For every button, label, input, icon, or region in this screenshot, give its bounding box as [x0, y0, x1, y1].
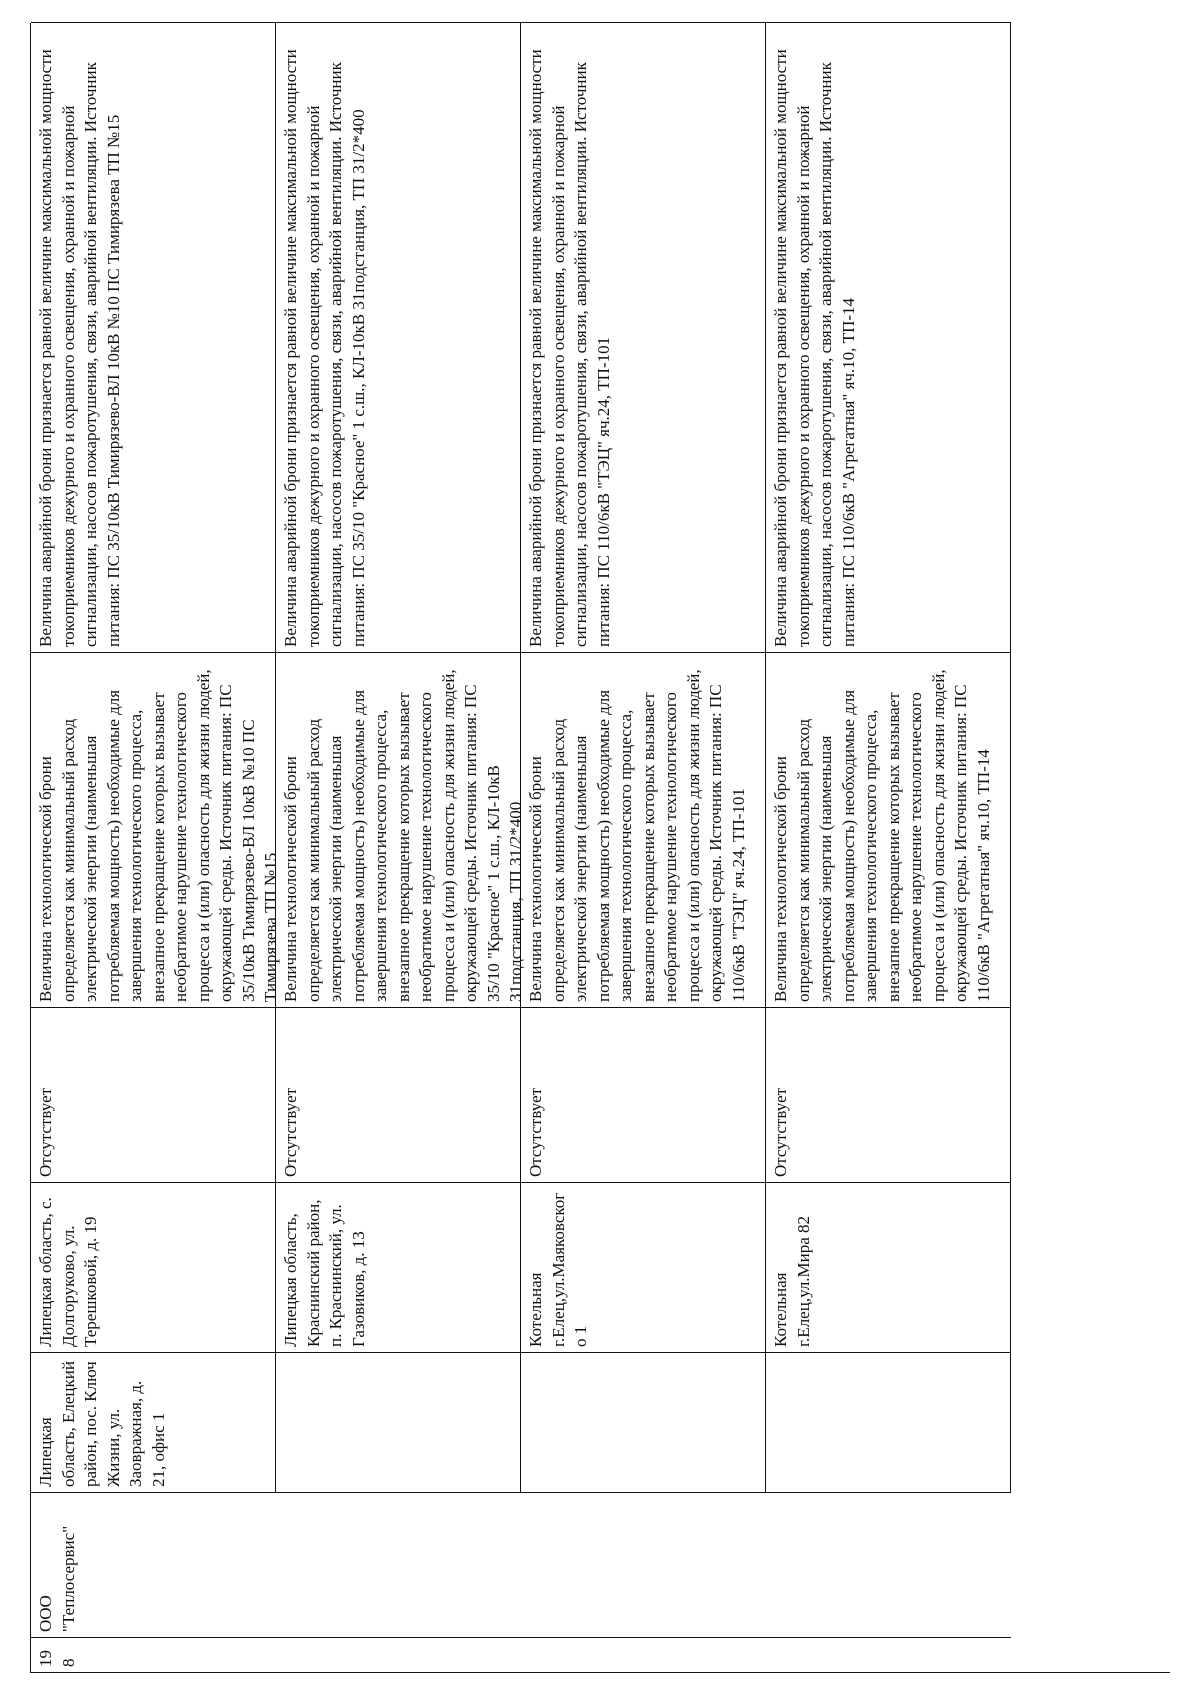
tech-reserve-cell: Величина технологической брони определяется как минимальный расход электрической энергии (наименьшая потребляемая мощность) необходимые для завершения технологического процесса, внезапное прекращение которых вызывает необратимое нарушение технологического процесса и (или) опасность для жизни людей, окружающей среды. Источник питания: ПС 35/10кВ Тимирязево-ВЛ 10кВ №10 ПС Тимирязева ТП №15 — [31, 652, 276, 1007]
object-address-cell: Липецкая область, Краснинский район, п. Краснинский, ул. Газовиков, д. 13 — [276, 1182, 521, 1352]
object-address-cell: Липецкая область, с. Долгоруково, ул. Терешковой, д. 19 — [31, 1182, 276, 1352]
organization-cell: ООО "Теплосервис" — [31, 1492, 1011, 1637]
tech-reserve-cell: Величина технологической брони определяется как минимальный расход электрической энергии (наименьшая потребляемая мощность) необходимые для завершения технологического процесса, внезапное прекращение которых вызывает необратимое нарушение технологического процесса и (или) опасность для жизни людей, окружающей среды. Источник питания: ПС 110/6кВ "ТЭЦ" яч.24, ТП-101 — [521, 652, 766, 1007]
legal-address-cell-empty — [276, 1352, 521, 1492]
legal-address-cell-empty — [766, 1352, 1011, 1492]
status-cell: Отсутствует — [766, 1007, 1011, 1182]
status-cell: Отсутствует — [31, 1007, 276, 1182]
status-cell: Отсутствует — [521, 1007, 766, 1182]
legal-address-cell: Липецкая область, Елецкий район, пос. Ключ Жизни, ул. Заовражная, д. 21, офис 1 — [31, 1352, 276, 1492]
object-address-cell: Котельная г.Елец,ул.Мира 82 — [766, 1182, 1011, 1352]
emergency-reserve-cell: Величина аварийной брони признается равной величине максимальной мощности токоприемников дежурного и охранного освещения, охранной и пожарной сигнализации, насосов пожаротушения, связи, аварийной вентиляции. Источник питания: ПС 35/10кВ Тимирязево-ВЛ 10кВ №10 ПС Тимирязева ТП №15 — [31, 22, 276, 652]
status-cell: Отсутствует — [276, 1007, 521, 1182]
rotated-page — [30, 23, 1170, 1673]
tech-reserve-cell: Величина технологической брони определяется как минимальный расход электрической энергии (наименьшая потребляемая мощность) необходимые для завершения технологического процесса, внезапное прекращение которых вызывает необратимое нарушение технологического процесса и (или) опасность для жизни людей, окружающей среды. Источник питания: ПС 110/6кВ "Агрегатная" яч.10, ТП-14 — [766, 652, 1011, 1007]
row-number-cell: 198 — [31, 1637, 1011, 1672]
emergency-reserve-cell: Величина аварийной брони признается равной величине максимальной мощности токоприемников дежурного и охранного освещения, охранной и пожарной сигнализации, насосов пожаротушения, связи, аварийной вентиляции. Источник питания: ПС 35/10 "Красное" 1 с.ш., КЛ-10кВ 31подстанция, ТП 31/2*400 — [276, 22, 521, 652]
object-address-cell: Котельная г.Елец,ул.Маяковского 1 — [521, 1182, 766, 1352]
reserve-table — [30, 23, 1170, 1673]
legal-address-cell-empty — [521, 1352, 766, 1492]
emergency-reserve-cell: Величина аварийной брони признается равной величине максимальной мощности токоприемников дежурного и охранного освещения, охранной и пожарной сигнализации, насосов пожаротушения, связи, аварийной вентиляции. Источник питания: ПС 110/6кВ "ТЭЦ" яч.24, ТП-101 — [521, 22, 766, 652]
tech-reserve-cell: Величина технологической брони определяется как минимальный расход электрической энергии (наименьшая потребляемая мощность) необходимые для завершения технологического процесса, внезапное прекращение которых вызывает необратимое нарушение технологического процесса и (или) опасность для жизни людей, окружающей среды. Источник питания: ПС 35/10 "Красное" 1 с.ш., КЛ-10кВ 31подстанция, ТП 31/2*400 — [276, 652, 521, 1007]
emergency-reserve-cell: Величина аварийной брони признается равной величине максимальной мощности токоприемников дежурного и охранного освещения, охранной и пожарной сигнализации, насосов пожаротушения, связи, аварийной вентиляции. Источник питания: ПС 110/6кВ "Агрегатная" яч.10, ТП-14 — [766, 22, 1011, 652]
